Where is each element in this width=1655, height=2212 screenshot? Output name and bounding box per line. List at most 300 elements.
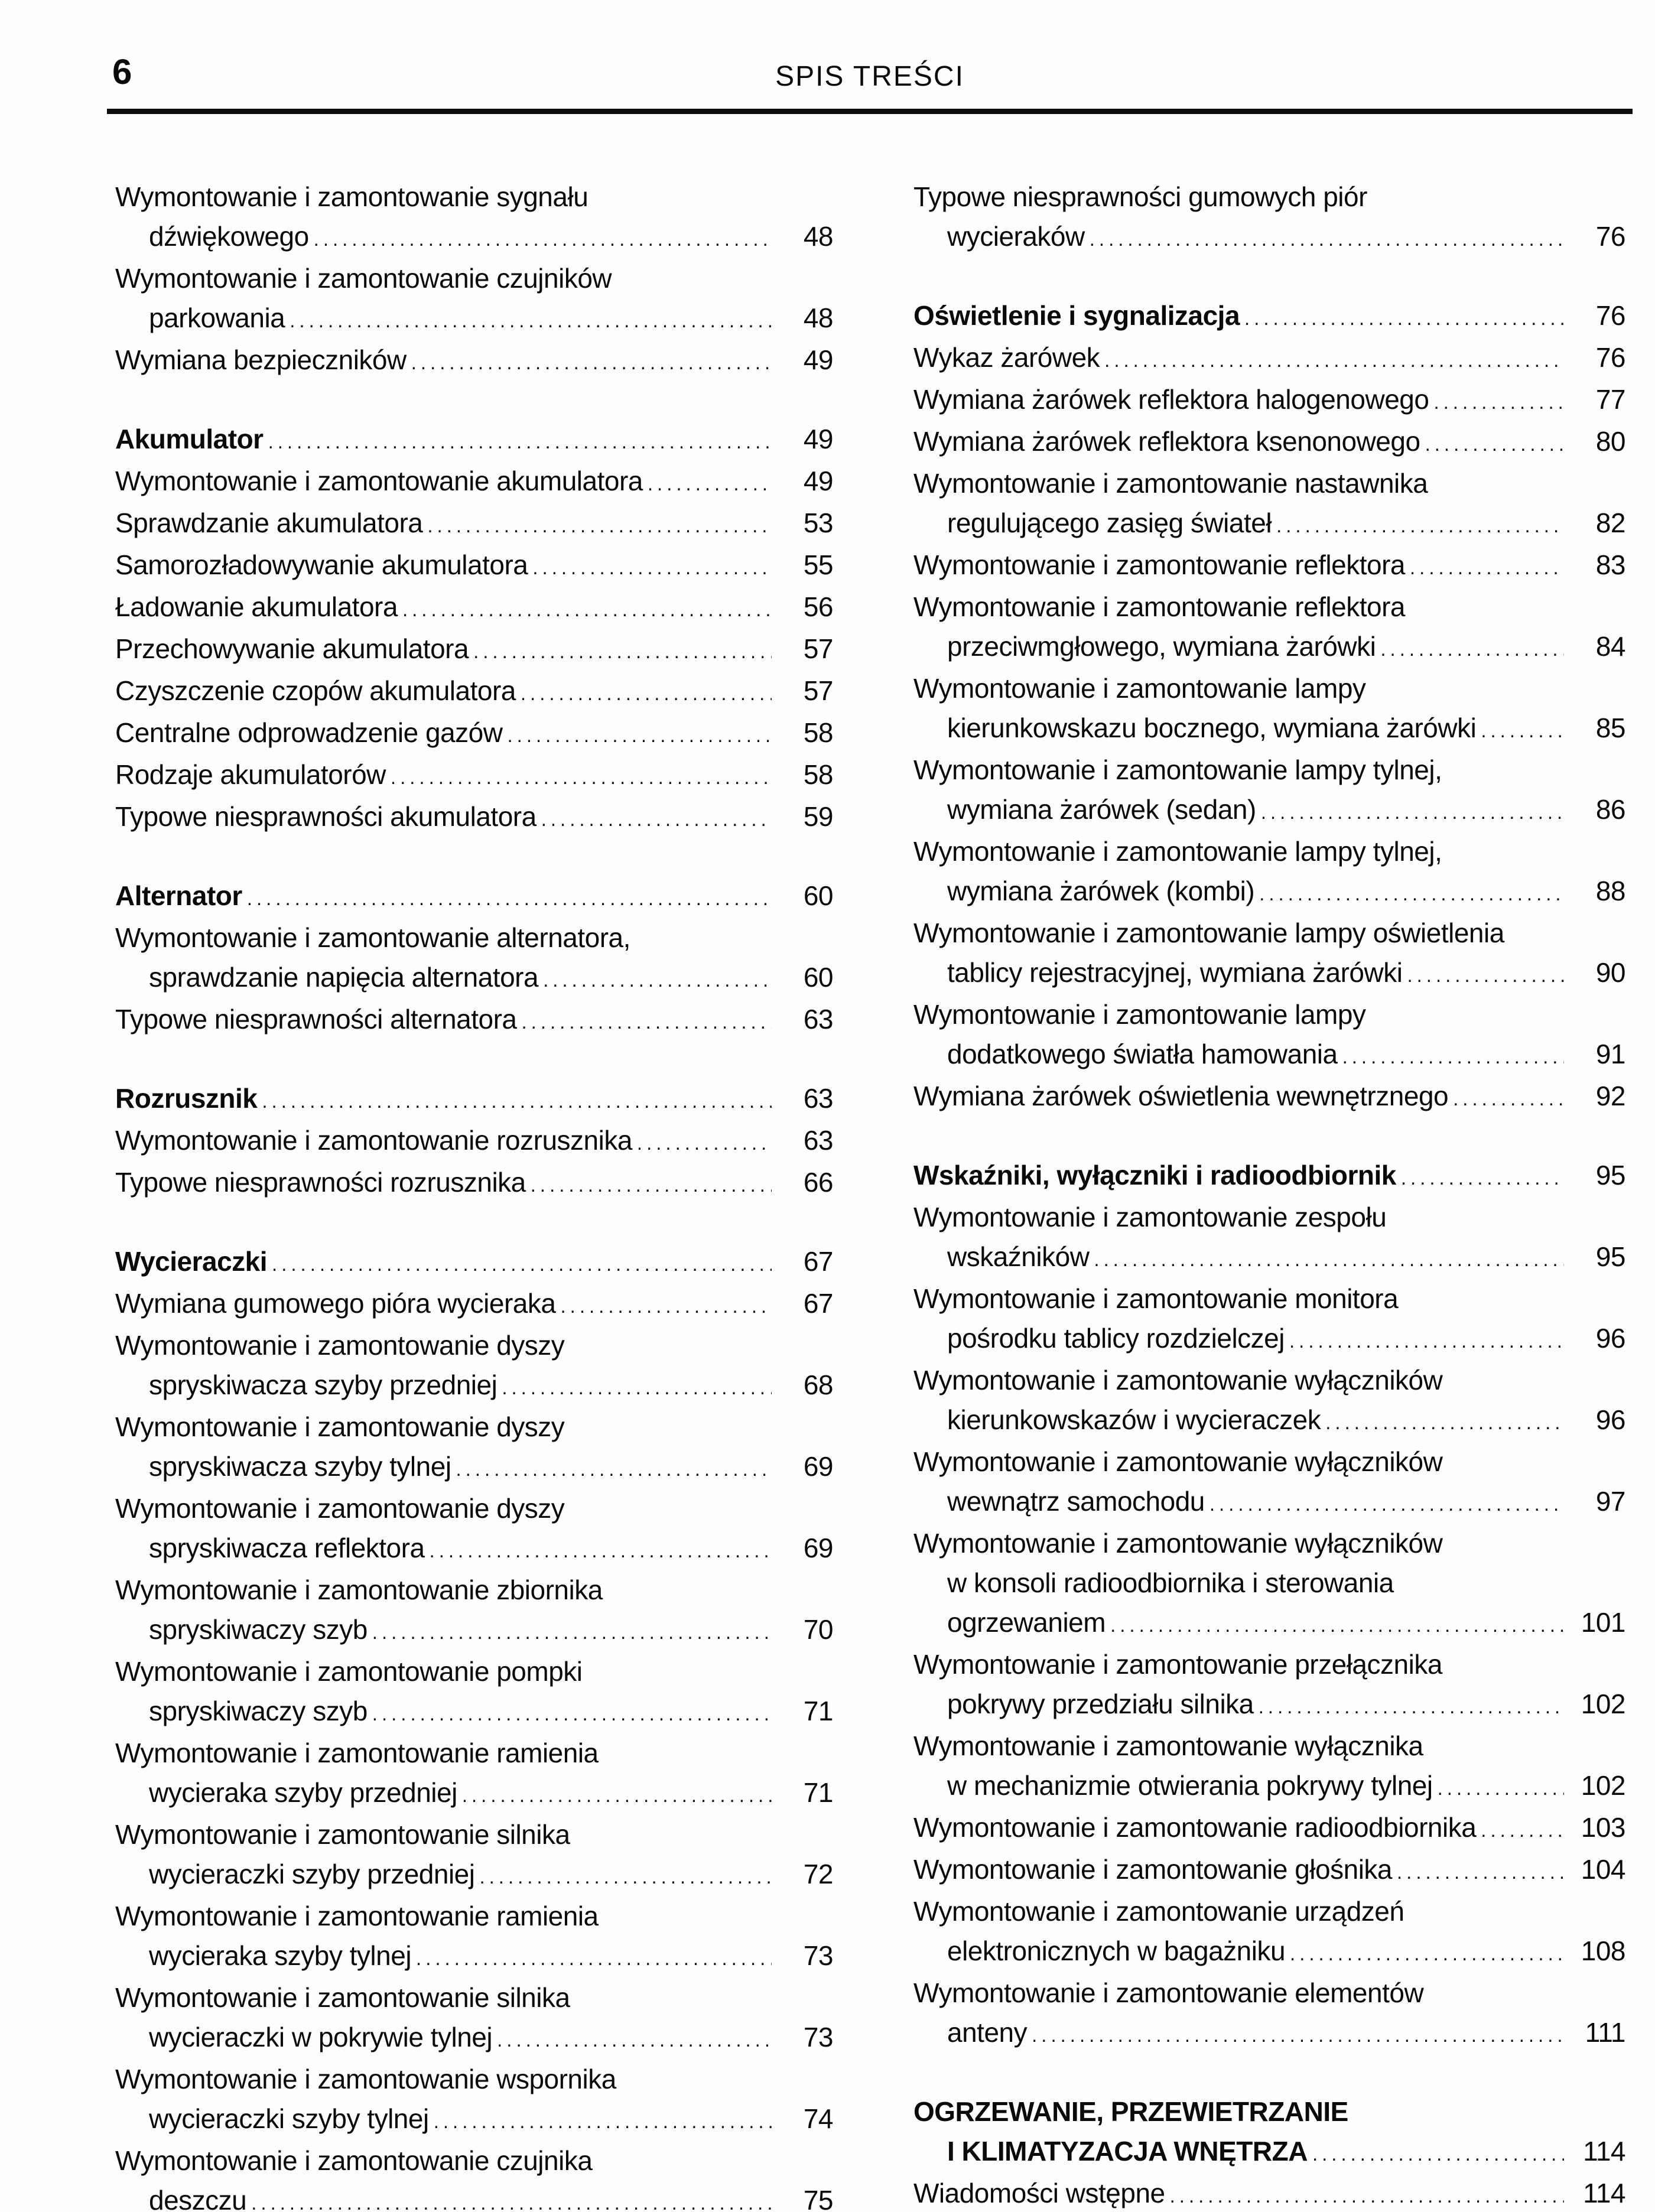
- toc-entry: [115, 797, 833, 839]
- toc-line: [913, 1931, 1625, 1973]
- toc-entry: [913, 1973, 1625, 2055]
- toc-entry-text: wycieraczki szyby przedniej: [149, 1859, 475, 1889]
- toc-line: [115, 1897, 833, 1936]
- toc-page-number: 96: [1595, 1323, 1625, 1354]
- toc-entry: [913, 1442, 1625, 1524]
- toc-line: [115, 298, 833, 340]
- dots-leader: [543, 960, 772, 1000]
- toc-entry-text: dodatkowego światła hamowania: [947, 1039, 1338, 1069]
- toc-line: [115, 1079, 833, 1121]
- dots-leader: [411, 343, 772, 382]
- dots-leader: [314, 219, 772, 259]
- toc-entry-text: spryskiwacza szyby przedniej: [149, 1370, 498, 1400]
- toc-entry: [913, 1808, 1625, 1850]
- dots-leader: [1453, 1079, 1564, 1118]
- toc-entry-text: Wymontowanie i zamontowanie monitora: [913, 1283, 1399, 1314]
- toc-line: [913, 1237, 1625, 1279]
- toc-line: [115, 755, 833, 797]
- dots-leader: [1425, 424, 1564, 464]
- toc-line: [913, 871, 1625, 913]
- toc-line: [115, 1773, 833, 1815]
- toc-page-number: 48: [803, 221, 833, 252]
- toc-entry-text: regulującego zasięg świateł: [947, 508, 1272, 538]
- toc-columns: [115, 177, 1625, 2212]
- toc-entry-text: spryskiwaczy szyb: [149, 1614, 368, 1645]
- toc-entry-text: wycieraka szyby przedniej: [149, 1777, 457, 1808]
- toc-entry-text: Wymontowanie i zamontowanie lampy: [913, 999, 1366, 1030]
- toc-line: [913, 1973, 1625, 2013]
- toc-entry-text: Wiadomości wstępne: [913, 2178, 1165, 2208]
- toc-entry-text: Akumulator: [115, 424, 264, 454]
- toc-entry: [115, 587, 833, 629]
- toc-entry-text: wycieraka szyby tylnej: [149, 1940, 412, 1971]
- toc-entry: [913, 995, 1625, 1076]
- dots-leader: [1110, 1605, 1564, 1645]
- toc-line: [913, 545, 1625, 587]
- toc-line: [115, 1284, 833, 1326]
- toc-entry-text: Rozrusznik: [115, 1083, 258, 1114]
- toc-entry: [913, 2174, 1625, 2212]
- toc-entry: [115, 2060, 833, 2141]
- dots-leader: [1259, 1687, 1564, 1726]
- toc-entry-text: Oświetlenie i sygnalizacja: [913, 300, 1240, 331]
- toc-entry-text: Wymontowanie i zamontowanie radioodbiornika: [913, 1812, 1477, 1843]
- toc-page-number: 85: [1595, 713, 1625, 743]
- dots-leader: [473, 632, 772, 671]
- toc-entry-text: I KLIMATYZACJA WNĘTRZA: [947, 2136, 1308, 2167]
- toc-entry-text: Wymontowanie i zamontowanie lampy oświetlenia: [913, 918, 1504, 948]
- toc-page-number: 114: [1583, 2136, 1625, 2167]
- toc-line: [913, 1726, 1625, 1766]
- toc-page-number: 63: [803, 1083, 833, 1114]
- toc-line: [115, 797, 833, 839]
- toc-line: [115, 259, 833, 298]
- toc-page-number: 111: [1585, 2017, 1625, 2048]
- toc-entry-text: kierunkowskazu bocznego, wymiana żarówki: [947, 713, 1477, 743]
- toc-entry: [115, 340, 833, 382]
- dots-leader: [531, 1165, 772, 1205]
- toc-entry-text: Wymontowanie i zamontowanie głośnika: [913, 1854, 1392, 1885]
- toc-line: [913, 790, 1625, 832]
- toc-entry-text: Wymontowanie i zamontowanie nastawnika: [913, 468, 1428, 499]
- toc-entry-text: Typowe niesprawności akumulatora: [115, 801, 537, 832]
- toc-page-number: 71: [803, 1696, 833, 1726]
- dots-leader: [262, 1081, 772, 1121]
- toc-entry: [115, 1978, 833, 2060]
- toc-entry-text: Wymiana gumowego pióra wycieraka: [115, 1288, 556, 1319]
- toc-line: [115, 177, 833, 217]
- toc-page-number: 86: [1595, 794, 1625, 825]
- toc-entry-text: spryskiwacza reflektora: [149, 1533, 425, 1563]
- toc-entry: [913, 1076, 1625, 1118]
- dots-leader: [427, 506, 772, 545]
- toc-page-number: 66: [803, 1167, 833, 1198]
- toc-entry-text: Wymiana żarówek reflektora halogenowego: [913, 384, 1429, 415]
- toc-line: [913, 1808, 1625, 1850]
- toc-line: [913, 1076, 1625, 1118]
- toc-entry-text: w konsoli radioodbiornika i sterowania: [947, 1567, 1394, 1598]
- toc-line: [115, 1610, 833, 1652]
- dots-leader: [1401, 1158, 1564, 1198]
- toc-entry-text: spryskiwacza szyby tylnej: [149, 1451, 451, 1482]
- dots-leader: [560, 1286, 772, 1326]
- toc-line: [913, 587, 1625, 627]
- toc-line: [913, 913, 1625, 953]
- toc-line: [913, 1563, 1625, 1603]
- toc-entry-text: Wymontowanie i zamontowanie sygnału: [115, 181, 588, 212]
- toc-entry-text: Wymontowanie i zamontowanie elementów: [913, 1977, 1424, 2008]
- toc-entry-text: pośrodku tablicy rozdzielczej: [947, 1323, 1285, 1354]
- dots-leader: [456, 1449, 772, 1489]
- toc-page-number: 104: [1581, 1854, 1625, 1885]
- toc-entry-text: Wymiana żarówek oświetlenia wewnętrznego: [913, 1081, 1449, 1111]
- toc-line: [115, 503, 833, 545]
- toc-line: [115, 1447, 833, 1489]
- dots-leader: [1481, 711, 1564, 750]
- toc-page-number: 101: [1581, 1607, 1625, 1638]
- dots-leader: [1433, 382, 1564, 422]
- toc-entry-text: Alternator: [115, 880, 242, 911]
- toc-entry-text: Ładowanie akumulatora: [115, 591, 398, 622]
- toc-line: [115, 1407, 833, 1447]
- toc-entry: [913, 1726, 1625, 1808]
- toc-entry-text: anteny: [947, 2017, 1028, 2048]
- toc-entry: [115, 755, 833, 797]
- toc-entry: [913, 380, 1625, 422]
- toc-entry: [913, 669, 1625, 750]
- dots-leader: [1290, 1934, 1564, 1973]
- page-title: SPIS TREŚCI: [775, 61, 964, 92]
- dots-leader: [1342, 1037, 1564, 1076]
- toc-line: [913, 750, 1625, 790]
- toc-page-number: 88: [1595, 876, 1625, 906]
- toc-line: [913, 422, 1625, 464]
- toc-entry: [115, 503, 833, 545]
- toc-line: [913, 1482, 1625, 1524]
- toc-entry-text: kierunkowskazów i wycieraczek: [947, 1404, 1321, 1435]
- toc-line: [115, 1733, 833, 1773]
- toc-entry-text: deszczu: [149, 2185, 247, 2212]
- toc-page-number: 77: [1595, 384, 1625, 415]
- toc-page-number: 69: [803, 1533, 833, 1563]
- toc-entry: [115, 876, 833, 918]
- toc-entry-text: Wymontowanie i zamontowanie lampy: [913, 673, 1366, 704]
- dots-leader: [272, 1244, 772, 1284]
- toc-page-number: 82: [1595, 508, 1625, 538]
- toc-entry-text: Wymontowanie i zamontowanie przełącznika: [913, 1649, 1442, 1680]
- toc-entry: [913, 338, 1625, 380]
- toc-entry: [913, 422, 1625, 464]
- toc-column-right: [913, 177, 1625, 2212]
- toc-page-number: 56: [803, 591, 833, 622]
- toc-entry-text: Wymontowanie i zamontowanie ramienia: [115, 1738, 599, 1768]
- toc-entry-text: Wymontowanie i zamontowanie pompki: [115, 1656, 583, 1687]
- toc-entry-text: elektronicznych w bagażniku: [947, 1936, 1286, 1966]
- toc-line: [115, 1163, 833, 1205]
- dots-leader: [1312, 2134, 1564, 2174]
- toc-entry: [115, 1284, 833, 1326]
- toc-line: [913, 708, 1625, 750]
- toc-line: [115, 1365, 833, 1407]
- dots-leader: [1481, 1810, 1564, 1850]
- dots-leader: [416, 1938, 772, 1978]
- toc-entry: [115, 259, 833, 340]
- toc-entry-text: Wskaźniki, wyłączniki i radioodbiornik: [913, 1160, 1396, 1190]
- dots-leader: [541, 799, 772, 839]
- toc-page-number: 97: [1595, 1486, 1625, 1517]
- toc-entry: [913, 1892, 1625, 1973]
- toc-line: [115, 461, 833, 503]
- toc-entry-text: Typowe niesprawności alternatora: [115, 1004, 517, 1035]
- dots-leader: [434, 2102, 772, 2141]
- toc-entry-text: Sprawdzanie akumulatora: [115, 508, 423, 538]
- toc-entry-text: Wymontowanie i zamontowanie wspornika: [115, 2064, 616, 2094]
- toc-line: [115, 340, 833, 382]
- toc-page-number: 68: [803, 1370, 833, 1400]
- toc-line: [115, 419, 833, 461]
- toc-line: [115, 2181, 833, 2212]
- toc-entry: [913, 1850, 1625, 1892]
- toc-line: [913, 217, 1625, 259]
- toc-entry-text: dźwiękowego: [149, 221, 309, 252]
- toc-entry-text: wycieraków: [947, 221, 1085, 252]
- toc-entry: [913, 587, 1625, 669]
- dots-leader: [648, 464, 772, 503]
- toc-page-number: 103: [1581, 1812, 1625, 1843]
- toc-line: [913, 1442, 1625, 1482]
- dots-leader: [391, 757, 772, 797]
- toc-entry-text: Wymontowanie i zamontowanie wyłączników: [913, 1528, 1443, 1559]
- toc-line: [913, 953, 1625, 995]
- toc-entry: [115, 918, 833, 1000]
- toc-line: [913, 1279, 1625, 1319]
- toc-line: [913, 1645, 1625, 1684]
- toc-line: [115, 629, 833, 671]
- toc-line: [115, 1936, 833, 1978]
- toc-entry-text: wewnątrz samochodu: [947, 1486, 1205, 1517]
- toc-line: [913, 1400, 1625, 1442]
- toc-line: [115, 958, 833, 1000]
- toc-entry-text: Wymontowanie i zamontowanie dyszy: [115, 1493, 565, 1524]
- toc-page-number: 91: [1595, 1039, 1625, 1069]
- toc-page-number: 76: [1595, 300, 1625, 331]
- toc-entry-text: Przechowywanie akumulatora: [115, 633, 469, 664]
- dots-leader: [1438, 1768, 1564, 1808]
- toc-line: [913, 1684, 1625, 1726]
- toc-entry-text: Wymontowanie i zamontowanie dyszy: [115, 1411, 565, 1442]
- toc-entry: [913, 832, 1625, 913]
- toc-entry-text: tablicy rejestracyjnej, wymiana żarówki: [947, 957, 1403, 988]
- toc-line: [115, 1570, 833, 1610]
- toc-entry-text: Wymontowanie i zamontowanie wyłączników: [913, 1446, 1443, 1477]
- dots-leader: [268, 422, 772, 461]
- toc-line: [913, 832, 1625, 871]
- toc-entry: [115, 713, 833, 755]
- toc-entry-text: Wymontowanie i zamontowanie akumulatora: [115, 466, 643, 496]
- toc-line: [115, 217, 833, 259]
- toc-entry: [913, 296, 1625, 338]
- dots-leader: [251, 2183, 772, 2212]
- toc-entry: [913, 2092, 1625, 2174]
- toc-entry: [115, 1489, 833, 1570]
- toc-entry-text: Wymontowanie i zamontowanie czujnika: [115, 2145, 593, 2176]
- dots-leader: [1259, 874, 1564, 913]
- toc-entry: [913, 1524, 1625, 1645]
- toc-line: [913, 177, 1625, 217]
- toc-line: [115, 876, 833, 918]
- toc-line: [913, 1850, 1625, 1892]
- toc-column-left: [115, 177, 833, 2212]
- toc-entry-text: parkowania: [149, 302, 285, 333]
- dots-leader: [290, 301, 772, 340]
- toc-entry-text: Wymontowanie i zamontowanie wyłączników: [913, 1365, 1443, 1395]
- toc-entry: [115, 1163, 833, 1205]
- toc-entry-text: wycieraczki w pokrywie tylnej: [149, 2022, 493, 2052]
- dots-leader: [247, 879, 772, 918]
- toc-line: [115, 1855, 833, 1897]
- toc-entry-text: Wycieraczki: [115, 1246, 268, 1277]
- toc-page-number: 83: [1595, 549, 1625, 580]
- toc-page-number: 90: [1595, 957, 1625, 988]
- toc-entry-text: Rodzaje akumulatorów: [115, 759, 386, 790]
- toc-page-number: 58: [803, 717, 833, 748]
- toc-line: [913, 1603, 1625, 1645]
- toc-page-number: 102: [1581, 1770, 1625, 1801]
- toc-entry: [913, 750, 1625, 832]
- toc-entry-text: wycieraczki szyby tylnej: [149, 2103, 429, 2134]
- toc-page-number: 49: [803, 466, 833, 496]
- toc-page-number: 108: [1581, 1936, 1625, 1966]
- toc-entry: [913, 913, 1625, 995]
- toc-entry-text: Wymiana bezpieczników: [115, 344, 407, 375]
- dots-leader: [1276, 506, 1564, 545]
- toc-entry: [115, 2141, 833, 2212]
- toc-entry-text: pokrywy przedziału silnika: [947, 1689, 1254, 1719]
- toc-entry: [115, 545, 833, 587]
- toc-line: [115, 1242, 833, 1284]
- dots-leader: [1209, 1484, 1564, 1524]
- toc-line: [913, 1892, 1625, 1931]
- toc-page-number: 63: [803, 1125, 833, 1156]
- toc-page-number: 80: [1595, 426, 1625, 457]
- toc-page-number: 67: [803, 1246, 833, 1277]
- toc-line: [115, 1652, 833, 1691]
- toc-line: [913, 2013, 1625, 2055]
- toc-entry-text: w mechanizmie otwierania pokrywy tylnej: [947, 1770, 1433, 1801]
- toc-line: [913, 669, 1625, 708]
- dots-leader: [430, 1531, 772, 1570]
- toc-entry-text: Wymontowanie i zamontowanie dyszy: [115, 1330, 565, 1361]
- toc-line: [115, 1489, 833, 1528]
- toc-page-number: 69: [803, 1451, 833, 1482]
- toc-page-number: 76: [1595, 221, 1625, 252]
- toc-line: [115, 1528, 833, 1570]
- toc-line: [913, 1524, 1625, 1563]
- toc-entry-text: sprawdzanie napięcia alternatora: [149, 962, 539, 993]
- toc-line: [913, 1766, 1625, 1808]
- toc-line: [913, 1156, 1625, 1198]
- toc-page-number: 55: [803, 549, 833, 580]
- toc-line: [913, 995, 1625, 1035]
- toc-page-number: 114: [1583, 2178, 1625, 2208]
- toc-page-number: 48: [803, 302, 833, 333]
- dots-leader: [1032, 2015, 1564, 2055]
- toc-page-number: 92: [1595, 1081, 1625, 1111]
- toc-line: [115, 918, 833, 958]
- toc-entry: [913, 1645, 1625, 1726]
- toc-entry: [913, 1279, 1625, 1361]
- toc-entry-text: Wymontowanie i zamontowanie czujników: [115, 263, 612, 294]
- toc-page-number: 57: [803, 675, 833, 706]
- toc-entry-text: Samorozładowywanie akumulatora: [115, 549, 528, 580]
- toc-line: [115, 2060, 833, 2099]
- toc-entry: [115, 1897, 833, 1978]
- dots-leader: [508, 715, 772, 755]
- dots-leader: [479, 1857, 772, 1897]
- toc-page-number: 95: [1595, 1241, 1625, 1272]
- toc-line: [913, 296, 1625, 338]
- toc-entry: [115, 1079, 833, 1121]
- toc-entry-text: Czyszczenie czopów akumulatora: [115, 675, 516, 706]
- dots-leader: [1244, 298, 1564, 338]
- toc-entry: [115, 1407, 833, 1489]
- toc-entry-text: Wymontowanie i zamontowanie silnika: [115, 1982, 570, 2013]
- dots-leader: [1380, 629, 1564, 669]
- toc-entry: [115, 1326, 833, 1407]
- toc-entry-text: Wymontowanie i zamontowanie zbiornika: [115, 1575, 603, 1605]
- toc-page-number: 76: [1595, 342, 1625, 373]
- toc-entry-text: Wymontowanie i zamontowanie zespołu: [913, 1202, 1387, 1232]
- toc-entry-text: Wymontowanie i zamontowanie lampy tylnej,: [913, 754, 1442, 785]
- toc-entry: [115, 1815, 833, 1897]
- toc-entry-text: Wykaz żarówek: [913, 342, 1100, 373]
- dots-leader: [402, 590, 772, 629]
- dots-leader: [521, 674, 772, 713]
- toc-entry: [913, 464, 1625, 545]
- toc-entry: [115, 461, 833, 503]
- dots-leader: [1289, 1321, 1564, 1361]
- toc-page-number: 60: [803, 880, 833, 911]
- toc-line: [913, 1319, 1625, 1361]
- toc-entry: [913, 1156, 1625, 1198]
- toc-entry-text: Wymontowanie i zamontowanie reflektora: [913, 591, 1405, 622]
- toc-line: [913, 464, 1625, 503]
- toc-entry-text: ogrzewaniem: [947, 1607, 1106, 1638]
- toc-page-number: 70: [803, 1614, 833, 1645]
- toc-line: [913, 2174, 1625, 2212]
- toc-entry: [913, 1361, 1625, 1442]
- toc-page-number: 49: [803, 424, 833, 454]
- toc-line: [115, 2018, 833, 2060]
- toc-entry: [115, 1733, 833, 1815]
- toc-line: [913, 1035, 1625, 1076]
- toc-entry-text: wymiana żarówek (kombi): [947, 876, 1255, 906]
- dots-leader: [1090, 219, 1564, 259]
- toc-page-number: 58: [803, 759, 833, 790]
- toc-page-number: 75: [803, 2185, 833, 2212]
- toc-line: [115, 1326, 833, 1365]
- page-number-folio: 6: [112, 52, 132, 92]
- toc-line: [115, 713, 833, 755]
- toc-line: [115, 671, 833, 713]
- toc-entry: [115, 1652, 833, 1733]
- toc-line: [115, 1978, 833, 2018]
- dots-leader: [1261, 792, 1564, 832]
- toc-entry-text: wskaźników: [947, 1241, 1090, 1272]
- toc-entry: [115, 177, 833, 259]
- toc-page-number: 73: [803, 1940, 833, 1971]
- dots-leader: [1397, 1852, 1564, 1892]
